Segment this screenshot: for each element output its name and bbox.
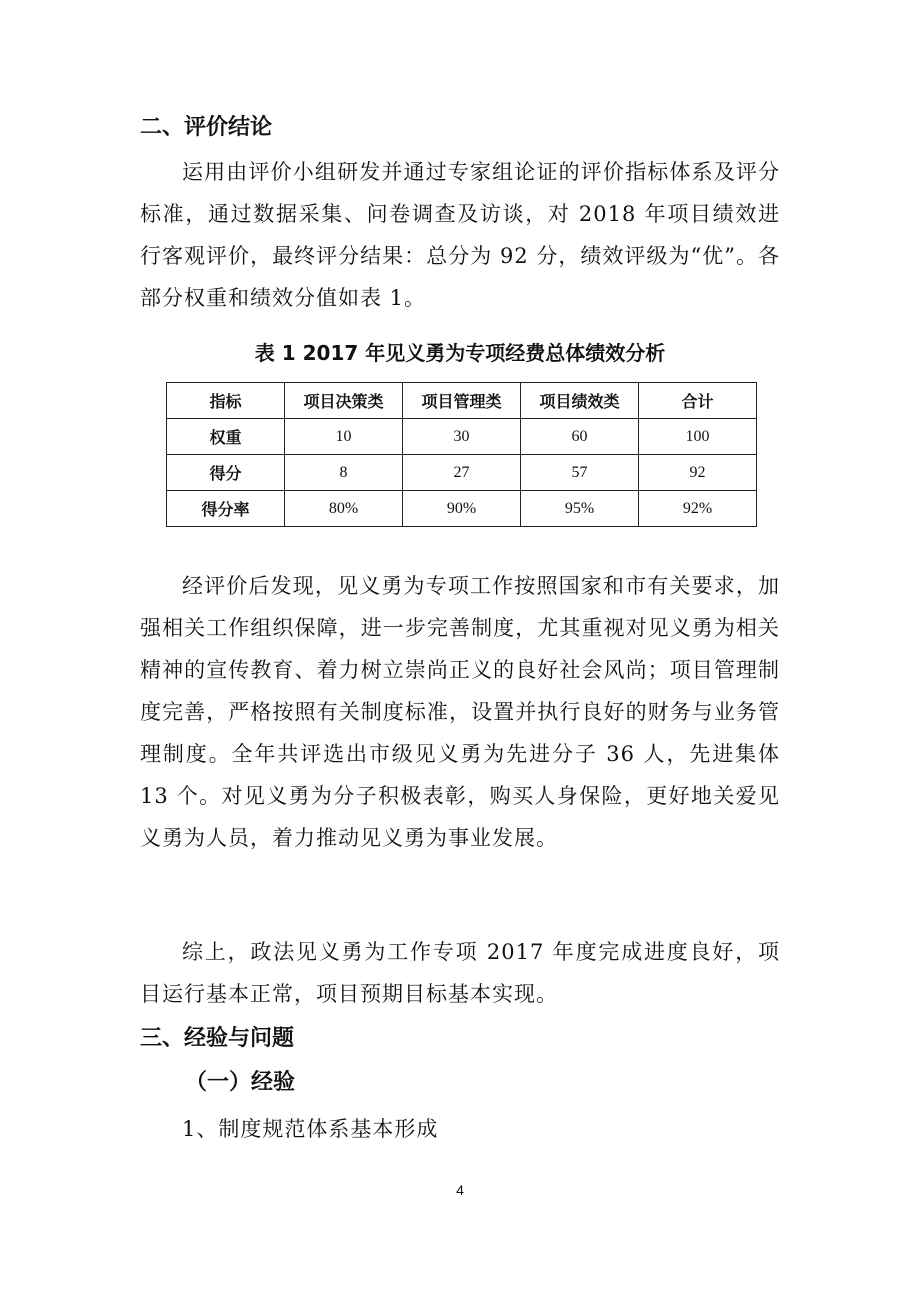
table-cell: 10 (285, 419, 403, 455)
conclusion-paragraph: 运用由评价小组研发并通过专家组论证的评价指标体系及评分标准，通过数据采集、问卷调查及访谈，对 2018 年项目绩效进行客观评价，最终评分结果：总分为 92 分，绩效评级为“优”。各部分权重和绩效分值如表 1。 (140, 160, 780, 310)
table-row-label: 得分率 (167, 491, 285, 527)
table-row (167, 491, 757, 527)
table-cell: 80% (285, 491, 403, 527)
table-header-cell: 项目决策类 (285, 383, 403, 419)
table-cell: 30 (403, 419, 521, 455)
table-header-cell: 项目管理类 (403, 383, 521, 419)
summary-paragraph: 综上，政法见义勇为工作专项 2017 年度完成进度良好，项目运行基本正常，项目预期目标基本实现。 (140, 940, 780, 1006)
table-row-label: 权重 (167, 419, 285, 455)
table-cell: 92% (639, 491, 757, 527)
table-cell: 90% (403, 491, 521, 527)
table-header-row (167, 383, 757, 419)
subsection-heading-experience: （一）经验 (185, 1070, 296, 1095)
findings-paragraph: 经评价后发现，见义勇为专项工作按照国家和市有关要求，加强相关工作组织保障，进一步完善制度，尤其重视对见义勇为相关精神的宣传教育、着力树立崇尚正义的良好社会风尚；项目管理制度完善，严格按照有关制度标准，设置并执行良好的财务与业务管理制度。全年共评选出市级见义勇为先进分子 36 人，先进集体 13 个。对见义勇为分子积极表彰，购买人身保险，更好地关爱见义勇为人员，着力推动见义勇为事业发展。 (140, 574, 780, 850)
page-number: 4 (456, 1182, 464, 1198)
table-cell: 57 (521, 455, 639, 491)
table-header-cell: 指标 (167, 383, 285, 419)
table-row (167, 419, 757, 455)
performance-table (166, 382, 757, 527)
table-row (167, 455, 757, 491)
table-cell: 92 (639, 455, 757, 491)
table-header-cell: 项目绩效类 (521, 383, 639, 419)
table-cell: 100 (639, 419, 757, 455)
table-header-cell: 合计 (639, 383, 757, 419)
table-cell: 60 (521, 419, 639, 455)
section-heading-experience: 三、经验与问题 (140, 1026, 295, 1051)
table-caption: 表 1 2017 年见义勇为专项经费总体绩效分析 (254, 341, 666, 365)
section-heading-conclusion: 二、评价结论 (140, 115, 273, 140)
table-row-label: 得分 (167, 455, 285, 491)
list-item: 1、制度规范体系基本形成 (182, 1117, 439, 1141)
table-cell: 27 (403, 455, 521, 491)
table-cell: 95% (521, 491, 639, 527)
table-cell: 8 (285, 455, 403, 491)
